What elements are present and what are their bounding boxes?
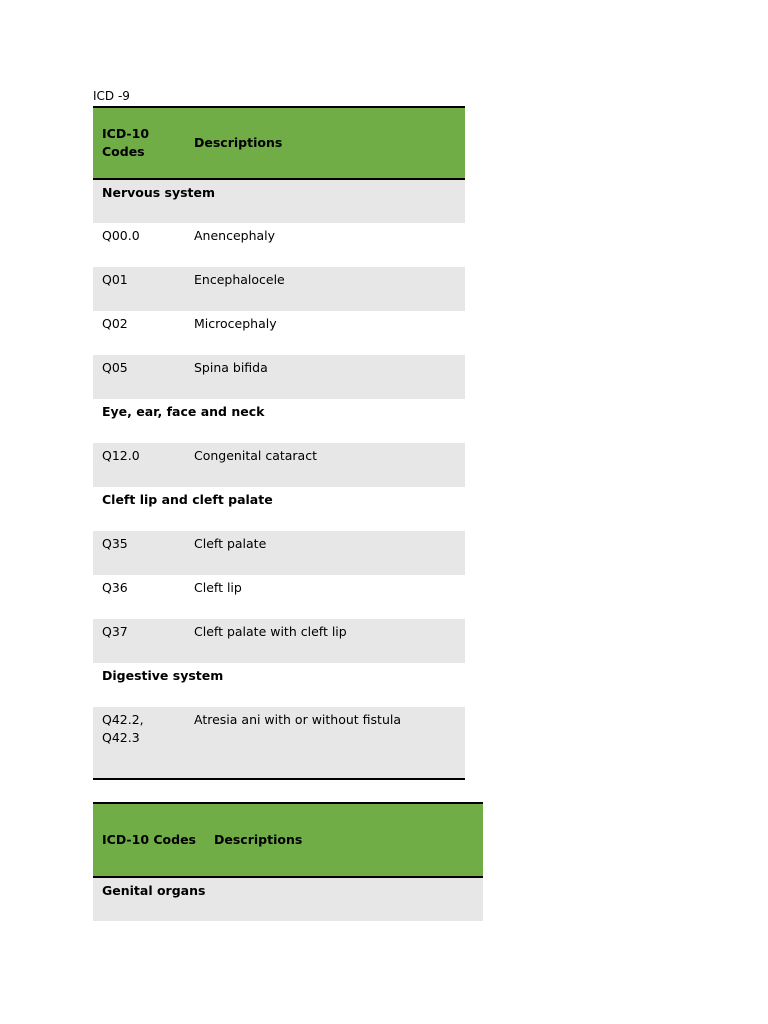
table-header-row [93,803,483,877]
description-cell: Microcephaly [194,316,277,331]
category-label: Cleft lip and cleft palate [102,492,273,507]
table-row [93,443,465,487]
icd-table-1 [93,106,465,780]
code-cell: Q42.2, Q42.3 [102,712,144,745]
table-row [93,575,465,619]
code-cell: Q12.0 [102,448,140,463]
code-cell: Q35 [102,536,128,551]
description-cell: Cleft palate [194,536,267,551]
category-label: Nervous system [102,185,216,200]
category-row [93,877,483,921]
description-cell: Encephalocele [194,272,285,287]
category-row [93,179,465,223]
table-row [93,707,465,779]
description-cell: Anencephaly [194,228,276,243]
category-row [93,487,465,531]
category-row [93,663,465,707]
description-cell: Atresia ani with or without fistula [194,712,401,727]
description-cell: Cleft palate with cleft lip [194,624,347,639]
code-cell: Q01 [102,272,128,287]
page-label: ICD -9 [93,89,130,103]
header-description: Descriptions [214,832,303,847]
code-cell: Q00.0 [102,228,140,243]
table-row [93,311,465,355]
category-row [93,399,465,443]
table-row [93,355,465,399]
code-cell: Q37 [102,624,128,639]
table-row [93,223,465,267]
code-cell: Q02 [102,316,128,331]
table-row [93,619,465,663]
icd-table-2 [93,802,483,921]
table-row [93,267,465,311]
category-label: Eye, ear, face and neck [102,404,265,419]
description-cell: Spina bifida [194,360,268,375]
header-code: ICD-10 Codes [102,832,196,847]
header-code: ICD-10 Codes [102,126,150,159]
code-cell: Q05 [102,360,128,375]
category-label: Digestive system [102,668,224,683]
category-label: Genital organs [102,883,206,898]
table-row [93,531,465,575]
description-cell: Congenital cataract [194,448,317,463]
header-description: Descriptions [194,135,283,150]
description-cell: Cleft lip [194,580,242,595]
table-header-row [93,107,465,179]
code-cell: Q36 [102,580,128,595]
